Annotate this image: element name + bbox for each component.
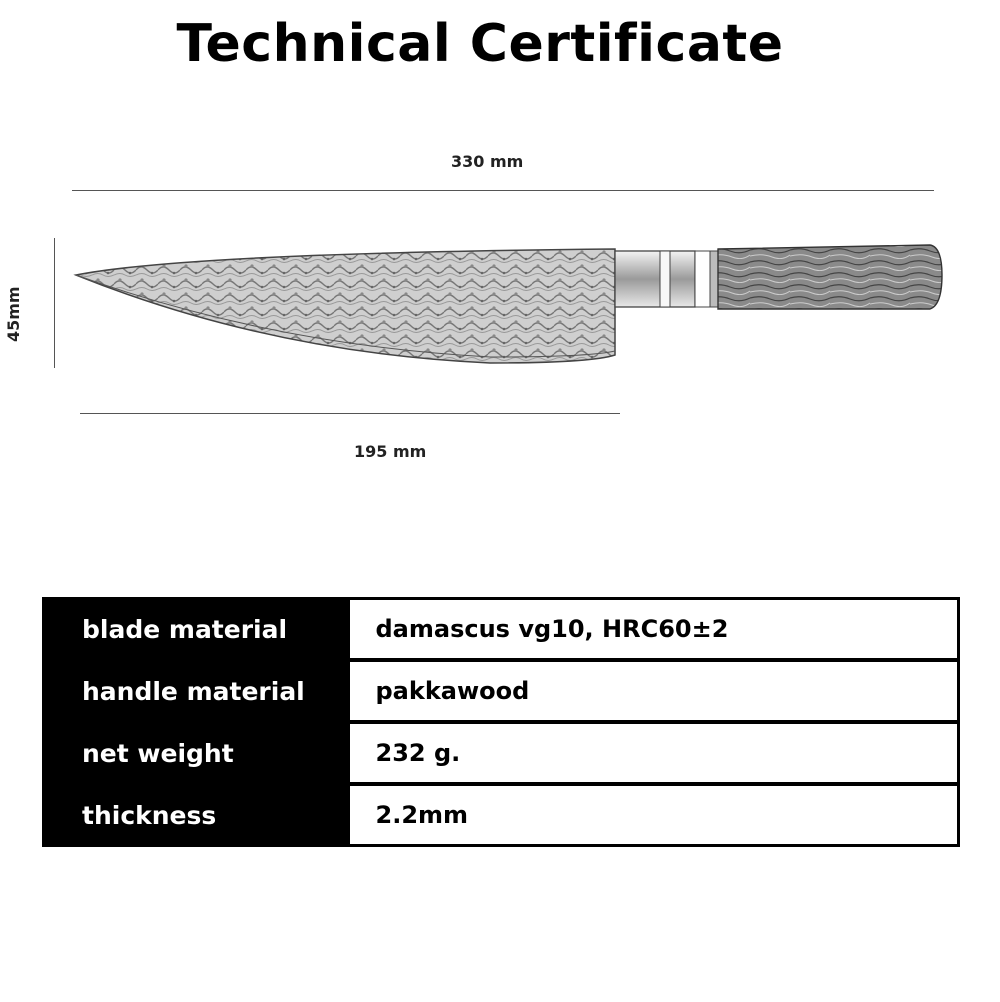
spec-value-handle-material: pakkawood: [348, 660, 959, 722]
blade-length-label: 195 mm: [354, 442, 427, 461]
handle-shape: [718, 245, 942, 309]
spec-label-thickness: thickness: [42, 784, 348, 846]
page-title: Technical Certificate: [176, 14, 784, 74]
spec-value-blade-material: damascus vg10, HRC60±2: [348, 599, 959, 661]
spec-label-net-weight: net weight: [42, 722, 348, 784]
spec-value-net-weight: 232 g.: [348, 722, 959, 784]
spec-label-blade-material: blade material: [42, 599, 348, 661]
table-row: [42, 599, 959, 661]
blade-height-line: [54, 238, 55, 368]
total-length-label: 330 mm: [451, 152, 524, 171]
blade-length-line: [80, 413, 620, 414]
spec-value-thickness: 2.2mm: [348, 784, 959, 846]
blade-shape: [76, 249, 615, 363]
spec-table: [42, 597, 960, 847]
blade-height-label: 45mm: [4, 286, 23, 342]
spec-label-handle-material: handle material: [42, 660, 348, 722]
table-row: [42, 784, 959, 846]
table-row: [42, 722, 959, 784]
table-row: [42, 660, 959, 722]
total-length-line: [72, 190, 934, 191]
chef-knife-illustration: [70, 235, 950, 375]
